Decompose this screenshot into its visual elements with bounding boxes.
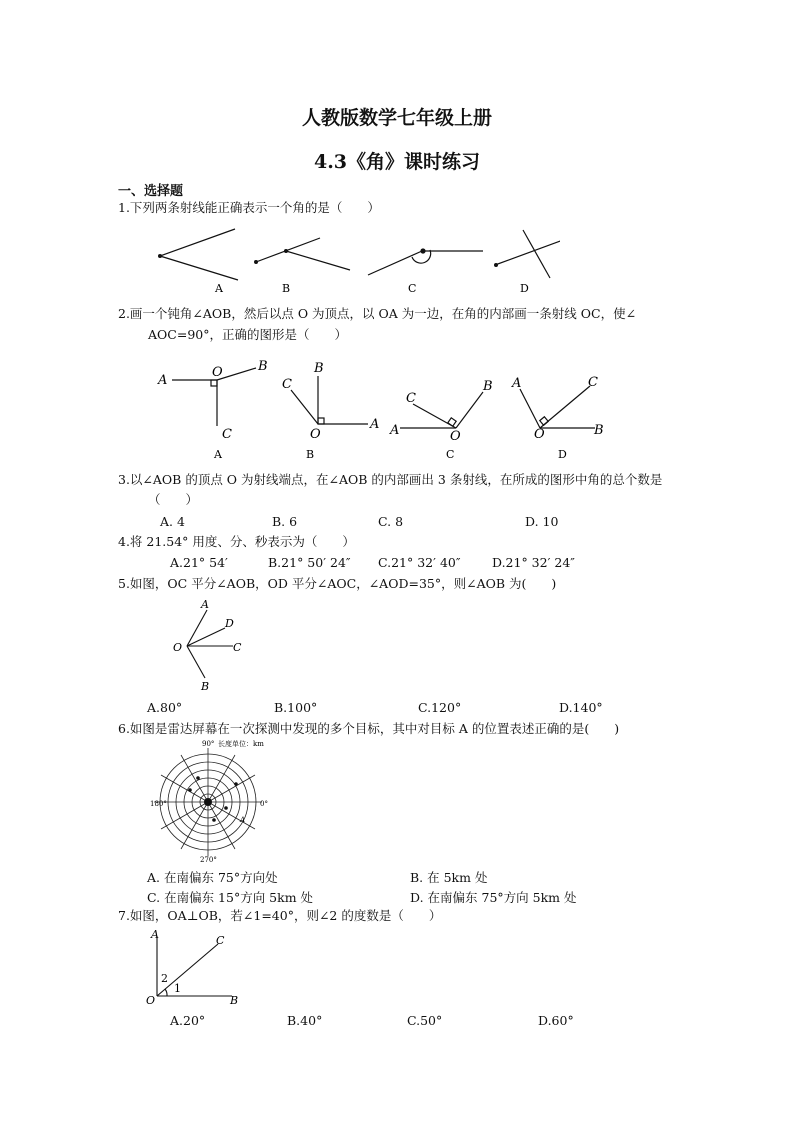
q2b-point-c: C <box>282 377 292 392</box>
q7-point-b: B <box>230 994 239 1007</box>
q5-option-c: C.120° <box>418 700 462 715</box>
q7-point-c: C <box>216 934 225 947</box>
section-heading: 一、选择题 <box>118 184 184 199</box>
q7-option-c: C.50° <box>407 1013 443 1028</box>
q7-angle-2: 2 <box>161 972 168 985</box>
q2a-point-c: C <box>222 427 232 442</box>
q6-radar-180: 180° <box>150 800 167 808</box>
q5-option-d: D.140° <box>559 700 603 715</box>
question-7-figure <box>140 926 250 1008</box>
q7-point-a: A <box>151 928 159 941</box>
q2-label-c: C <box>446 448 455 461</box>
q4-option-b: B.21° 50′ 24″ <box>268 555 351 570</box>
q4-option-c: C.21° 32′ 40″ <box>378 555 461 570</box>
q3-option-d: D. 10 <box>525 514 559 529</box>
q2c-point-c: C <box>406 391 416 406</box>
q2-label-d: D <box>558 448 567 461</box>
q5-point-a: A <box>201 598 209 611</box>
q2b-point-o: O <box>310 427 321 442</box>
q2b-point-b: B <box>314 361 324 376</box>
q6-radar-unit: 长度单位：km <box>218 740 264 748</box>
q1-label-a: A <box>215 282 223 295</box>
question-7-stem: 7.如图，OA⊥OB，若∠1=40°，则∠2 的度数是（ ） <box>118 908 442 923</box>
q2b-point-a: A <box>370 417 380 432</box>
q2d-point-a: A <box>512 376 522 391</box>
question-6-stem: 6.如图是雷达屏幕在一次探测中发现的多个目标，其中对目标 A 的位置表述正确的是( ) <box>118 721 620 736</box>
question-2-stem: 2.画一个钝角∠AOB，然后以点 O 为顶点，以 OA 为一边，在角的内部画一条射线 OC，使∠ <box>118 306 637 321</box>
page-title: 人教版数学七年级上册 <box>301 107 492 129</box>
q6-radar-90: 90° <box>202 740 215 748</box>
page-subtitle: 4.3《角》课时练习 <box>313 151 481 173</box>
q6-option-b: B. 在 5km 处 <box>410 870 488 885</box>
q7-angle-1: 1 <box>174 982 181 995</box>
q5-option-b: B.100° <box>274 700 318 715</box>
q7-option-d: D.60° <box>538 1013 574 1028</box>
q2d-point-b: B <box>594 423 604 438</box>
q7-option-b: B.40° <box>287 1013 323 1028</box>
q1-label-c: C <box>408 282 417 295</box>
q1-label-b: B <box>282 282 291 295</box>
q6-option-d: D. 在南偏东 75°方向 5km 处 <box>410 890 577 905</box>
q7-option-a: A.20° <box>170 1013 206 1028</box>
q2a-point-o: O <box>212 365 223 380</box>
q5-point-o: O <box>173 641 183 654</box>
q3-option-b: B. 6 <box>272 514 298 529</box>
q2c-point-o: O <box>450 429 461 444</box>
question-1-stem: 1.下列两条射线能正确表示一个角的是（ ） <box>118 200 380 215</box>
q6-radar-0: 0° <box>260 800 268 808</box>
q7-point-o: O <box>146 994 156 1007</box>
q6-radar-270: 270° <box>200 856 217 863</box>
q2d-point-o: O <box>534 427 545 442</box>
q5-point-c: C <box>233 641 242 654</box>
question-3-stem-cont: （ ） <box>148 492 199 507</box>
question-2-figures <box>150 356 620 466</box>
q2d-point-c: C <box>588 375 598 390</box>
q2-label-a: A <box>214 448 222 461</box>
question-4-stem: 4.将 21.54° 用度、分、秒表示为（ ） <box>118 534 355 549</box>
q2a-point-a: A <box>158 373 168 388</box>
q3-option-c: C. 8 <box>378 514 404 529</box>
q5-option-a: A.80° <box>147 700 183 715</box>
q6-option-c: C. 在南偏东 15°方向 5km 处 <box>147 890 314 905</box>
q6-radar-target-a: A <box>240 816 246 824</box>
question-5-stem: 5.如图，OC 平分∠AOB，OD 平分∠AOC，∠AOD=35°，则∠AOB 为( ) <box>118 576 557 591</box>
q2c-point-b: B <box>483 379 493 394</box>
q6-option-a: A. 在南偏东 75°方向处 <box>147 870 278 885</box>
q2-label-b: B <box>306 448 315 461</box>
question-5-figure <box>165 596 265 692</box>
question-1-figures <box>140 220 560 300</box>
q1-label-d: D <box>520 282 529 295</box>
q3-option-a: A. 4 <box>160 514 185 529</box>
question-6-radar-figure <box>150 738 280 863</box>
q5-point-b: B <box>201 680 210 692</box>
q5-point-d: D <box>225 617 234 630</box>
q4-option-d: D.21° 32′ 24″ <box>492 555 575 570</box>
q4-option-a: A.21° 54′ <box>170 555 228 570</box>
q2c-point-a: A <box>390 423 400 438</box>
question-3-stem: 3.以∠AOB 的顶点 O 为射线端点，在∠AOB 的内部画出 3 条射线，在所成的图形中角的总个数是 <box>118 472 663 487</box>
question-2-stem-cont: AOC=90°，正确的图形是（ ） <box>148 327 347 342</box>
q2a-point-b: B <box>258 359 268 374</box>
